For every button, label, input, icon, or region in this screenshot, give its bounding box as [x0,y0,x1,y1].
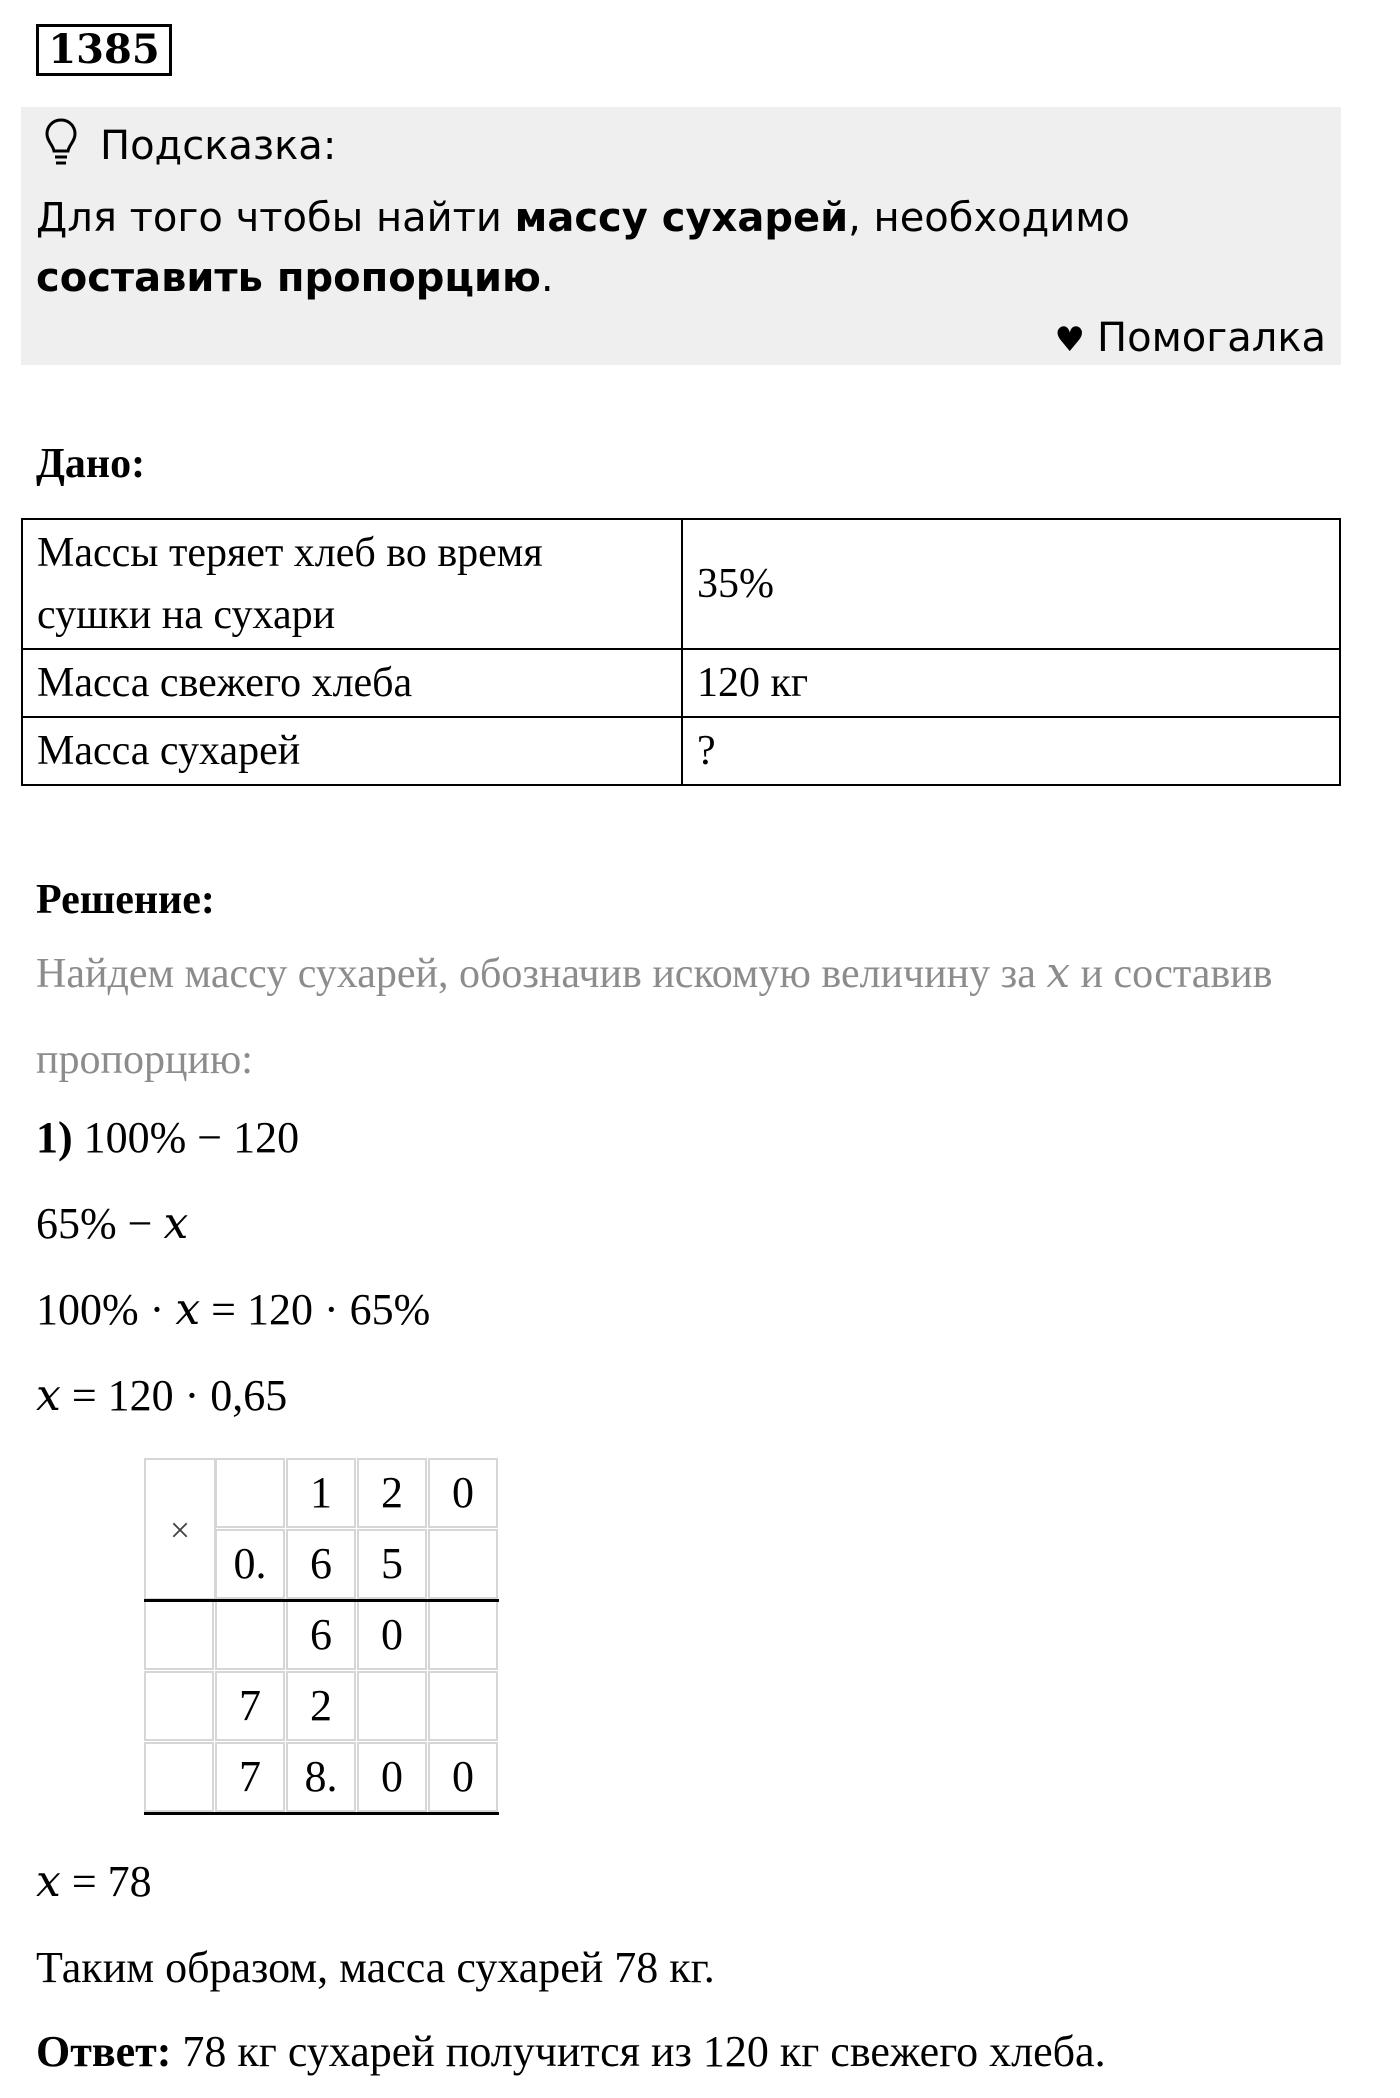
grid-rule [144,1812,499,1815]
grid-cell: 0 [357,1600,427,1670]
multiply-sign: × [144,1458,216,1600]
answer-label: Ответ: [36,2027,172,2076]
table-row [22,519,1340,649]
grid-cell: 0 [428,1458,498,1528]
given-table [21,518,1341,786]
grid-cell: 6 [286,1529,356,1599]
table-row [22,717,1340,785]
grid-cell: 0 [357,1742,427,1812]
grid-cell: 2 [286,1671,356,1741]
given-label: Масса свежего хлеба [22,649,682,717]
grid-cell: 0. [215,1529,285,1599]
grid-cell [357,1671,427,1741]
answer-line: Ответ: 78 кг сухарей получится из 120 кг свежего хлеба. [36,2027,1106,2076]
given-title: Дано: [36,441,146,487]
equation-line: 100% · x = 120 · 65% [36,1284,431,1335]
given-value: ? [682,717,1340,785]
lightbulb-icon [44,117,78,169]
grid-cell: 8. [286,1742,356,1812]
hint-footer-label: Помогалка [1097,315,1326,361]
grid-cell: 0 [428,1742,498,1812]
grid-cell [428,1600,498,1670]
solution-intro: Найдем массу сухарей, обозначив искомую величину за x и составив пропорцию: [36,948,1273,1083]
grid-cell [144,1742,214,1812]
grid-cell [144,1671,214,1741]
hint-footer[interactable] [1055,312,1326,366]
solution-title: Решение: [36,877,215,923]
given-value: 35% [682,519,1340,649]
grid-cell: 6 [286,1600,356,1670]
grid-rule [144,1599,499,1602]
hint-title: Подсказка: [100,123,337,169]
step-label: 1) [36,1113,73,1162]
given-label: Масса сухарей [22,717,682,785]
task-number: 1385 [36,24,172,76]
result-line: x = 78 [36,1856,152,1907]
grid-cell [215,1600,285,1670]
given-value: 120 кг [682,649,1340,717]
grid-cell: 5 [357,1529,427,1599]
heart-icon: ♥ [1054,320,1086,360]
equation-line: 1) 100% − 120 [36,1113,300,1162]
grid-cell: 2 [357,1458,427,1528]
grid-cell [144,1600,214,1670]
given-label: Массы теряет хлеб во время сушки на сухари [22,519,682,649]
grid-cell: 1 [286,1458,356,1528]
table-row [22,649,1340,717]
hint-text: Для того чтобы найти массу сухарей, необходимо составить пропорцию. [36,195,1130,301]
grid-cell [215,1458,285,1528]
conclusion: Таким образом, масса сухарей 78 кг. [36,1943,715,1992]
equation-line: 65% − x [36,1198,189,1249]
equation-line: x = 120 · 0,65 [36,1370,288,1421]
grid-cell [428,1529,498,1599]
grid-cell [428,1671,498,1741]
grid-cell: 7 [215,1671,285,1741]
grid-cell: 7 [215,1742,285,1812]
